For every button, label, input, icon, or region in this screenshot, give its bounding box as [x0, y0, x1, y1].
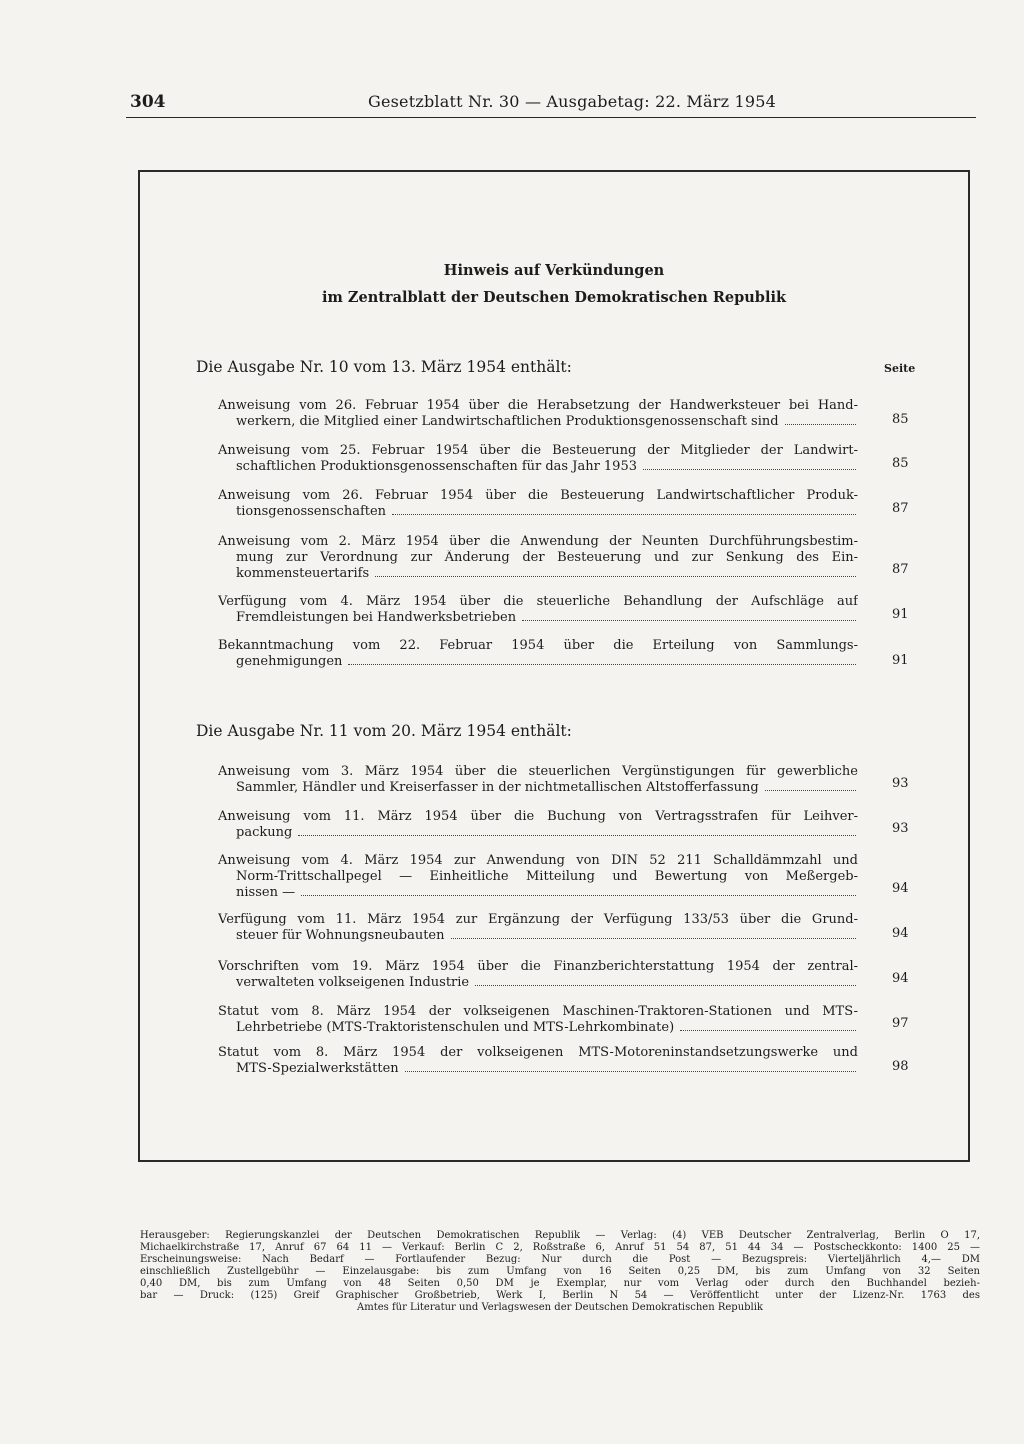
- entry-text: tionsgenossenschaften: [236, 504, 387, 519]
- entry-page: 85: [892, 456, 909, 471]
- entry-text: packung: [236, 825, 293, 840]
- entry-line: Verfügung vom 4. März 1954 über die steuerliche Behandlung der Aufschläge auf: [218, 594, 858, 609]
- imprint-line: Michaelkirchstraße 17, Anruf 67 64 11 — Verkauf: Berlin C 2, Roßstraße 6, Anruf 51 54 87, 51 44 34 — Postscheckkonto: 1400 25 —: [140, 1242, 980, 1253]
- announcement-box: [138, 170, 970, 1162]
- entry-line: Anweisung vom 11. März 1954 über die Buchung von Vertragsstrafen für Leihver-: [218, 809, 858, 824]
- entry-text: Fremdleistungen bei Handwerksbetrieben: [236, 610, 517, 625]
- list-item: [218, 488, 858, 520]
- entry-line: Anweisung vom 26. Februar 1954 über die Herabsetzung der Handwerksteuer bei Hand-: [218, 398, 858, 413]
- entry-line: Anweisung vom 25. Februar 1954 über die Besteuerung der Mitglieder der Landwirt-: [218, 443, 858, 458]
- entry-page: 87: [892, 562, 909, 577]
- entry-last-line: [218, 975, 858, 991]
- entry-page: 97: [892, 1016, 909, 1031]
- entry-text: Sammler, Händler und Kreiserfasser in der nichtmetallischen Altstofferfassung: [236, 780, 759, 795]
- entry-last-line: [218, 1020, 858, 1036]
- entry-line: Statut vom 8. März 1954 der volkseigenen MTS-Motoreninstandsetzungswerke und: [218, 1045, 858, 1060]
- entry-last-line: [218, 780, 858, 796]
- leader-dots: [301, 895, 856, 896]
- list-item: [218, 853, 858, 901]
- seite-column-label: Seite: [884, 362, 916, 375]
- box-title: Hinweis auf Verkündungen: [443, 262, 665, 279]
- entry-text: schaftlichen Produktionsgenossenschaften für das Jahr 1953: [236, 459, 637, 474]
- entry-last-line: [218, 885, 858, 901]
- issue-heading: Die Ausgabe Nr. 11 vom 20. März 1954 enthält:: [196, 722, 572, 740]
- entry-last-line: [218, 1061, 858, 1077]
- leader-dots: [522, 620, 856, 621]
- entry-text: verwalteten volkseigenen Industrie: [236, 975, 470, 990]
- entry-line: Anweisung vom 3. März 1954 über die steuerlichen Vergünstigungen für gewerbliche: [218, 764, 858, 779]
- entry-last-line: [218, 504, 858, 520]
- list-item: [218, 912, 858, 944]
- imprint-footer: [140, 1230, 980, 1314]
- leader-dots: [680, 1030, 856, 1031]
- leader-dots: [475, 985, 856, 986]
- entry-line: mung zur Verordnung zur Änderung der Besteuerung und zur Senkung des Ein-: [236, 550, 858, 565]
- entry-last-line: [218, 610, 858, 626]
- entry-line: Vorschriften vom 19. März 1954 über die Finanzberichterstattung 1954 der zentral-: [218, 959, 858, 974]
- imprint-line: Herausgeber: Regierungskanzlei der Deutschen Demokratischen Republik — Verlag: (4) VEB Deutscher Zentralverlag, Berlin O 17,: [140, 1230, 980, 1241]
- imprint-line: Amtes für Literatur und Verlagswesen der Deutschen Demokratischen Republik: [357, 1302, 763, 1313]
- entry-page: 91: [892, 607, 909, 622]
- entry-page: 91: [892, 653, 909, 668]
- imprint-line: einschließlich Zustellgebühr — Einzelausgabe: bis zum Umfang von 16 Seiten 0,25 DM, bis zum Umfang von 32 Seiten: [140, 1266, 980, 1277]
- entry-last-line: [218, 566, 858, 582]
- entry-line: Anweisung vom 26. Februar 1954 über die Besteuerung Landwirtschaftlicher Produk-: [218, 488, 858, 503]
- entry-page: 94: [892, 971, 909, 986]
- leader-dots: [451, 938, 857, 939]
- leader-dots: [375, 576, 856, 577]
- entry-page: 94: [892, 881, 909, 896]
- entry-text: kommensteuertarifs: [236, 566, 370, 581]
- list-item: [218, 959, 858, 991]
- entry-line: Anweisung vom 4. März 1954 zur Anwendung von DIN 52 211 Schalldämmzahl und: [218, 853, 858, 868]
- leader-dots: [405, 1071, 856, 1072]
- entry-page: 93: [892, 821, 909, 836]
- list-item: [218, 1004, 858, 1036]
- leader-dots: [348, 664, 856, 665]
- imprint-line: 0,40 DM, bis zum Umfang von 48 Seiten 0,50 DM je Exemplar, nur vom Verlag oder durch den Buchhandel bezieh-: [140, 1278, 980, 1289]
- entry-last-line: [218, 825, 858, 841]
- entry-page: 93: [892, 776, 909, 791]
- entry-last-line: [218, 928, 858, 944]
- entry-line: Bekanntmachung vom 22. Februar 1954 über die Erteilung von Sammlungs-: [218, 638, 858, 653]
- header-rule: [126, 117, 976, 118]
- entry-last-line: [218, 654, 858, 670]
- entry-page: 87: [892, 501, 909, 516]
- entry-line: Verfügung vom 11. März 1954 zur Ergänzung der Verfügung 133/53 über die Grund-: [218, 912, 858, 927]
- leader-dots: [643, 469, 856, 470]
- entry-page: 85: [892, 412, 909, 427]
- leader-dots: [392, 514, 856, 515]
- list-item: [218, 443, 858, 475]
- entry-text: Lehrbetriebe (MTS-Traktoristenschulen und MTS-Lehrkombinate): [236, 1020, 675, 1035]
- leader-dots: [785, 424, 856, 425]
- list-item: [218, 398, 858, 430]
- entry-line: Anweisung vom 2. März 1954 über die Anwendung der Neunten Durchführungsbestim-: [218, 534, 858, 549]
- entry-text: genehmigungen: [236, 654, 343, 669]
- imprint-line: Erscheinungsweise: Nach Bedarf — Fortlaufender Bezug: Nur durch die Post — Bezugspreis: Vierteljährlich 4,— DM: [140, 1254, 980, 1265]
- entry-text: steuer für Wohnungsneubauten: [236, 928, 445, 943]
- entry-line: Norm-Trittschallpegel — Einheitliche Mitteilung und Bewertung von Meßergeb-: [236, 869, 858, 884]
- entry-last-line: [218, 459, 858, 475]
- entry-last-line: [218, 414, 858, 430]
- page-number: 304: [130, 92, 166, 112]
- leader-dots: [765, 790, 856, 791]
- entry-text: werkern, die Mitglied einer Landwirtschaftlichen Produktionsgenossenschaft sind: [236, 414, 779, 429]
- list-item: [218, 638, 858, 670]
- box-subtitle: im Zentralblatt der Deutschen Demokratischen Republik: [321, 289, 787, 306]
- page-header: [130, 92, 976, 120]
- imprint-line: bar — Druck: (125) Greif Graphischer Großbetrieb, Werk I, Berlin N 54 — Veröffentlicht unter der Lizenz-Nr. 1763 des: [140, 1290, 980, 1301]
- entry-page: 94: [892, 926, 909, 941]
- entry-text: nissen —: [236, 885, 296, 900]
- list-item: [218, 534, 858, 582]
- entry-page: 98: [892, 1059, 909, 1074]
- leader-dots: [298, 835, 856, 836]
- list-item: [218, 764, 858, 796]
- running-title: Gesetzblatt Nr. 30 — Ausgabetag: 22. März 1954: [368, 92, 777, 111]
- issue-heading: Die Ausgabe Nr. 10 vom 13. März 1954 enthält:: [196, 358, 572, 376]
- list-item: [218, 1045, 858, 1077]
- entry-line: Statut vom 8. März 1954 der volkseigenen Maschinen-Traktoren-Stationen und MTS-: [218, 1004, 858, 1019]
- list-item: [218, 809, 858, 841]
- list-item: [218, 594, 858, 626]
- entry-text: MTS-Spezialwerkstätten: [236, 1061, 399, 1076]
